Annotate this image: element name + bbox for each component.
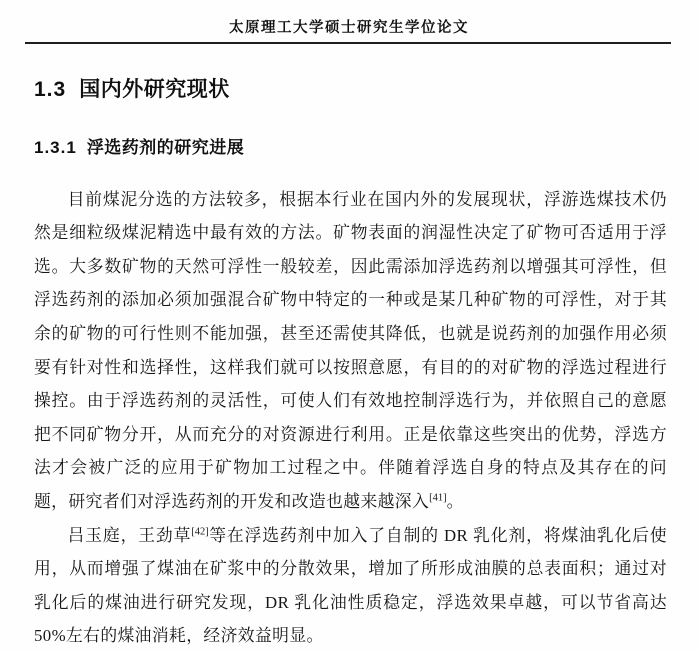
section-heading-title: 国内外研究现状 xyxy=(79,78,230,101)
page-header-title: 太原理工大学硕士研究生学位论文 xyxy=(229,20,469,36)
page-header xyxy=(0,0,698,37)
citation-ref: [42] xyxy=(191,525,209,537)
body-paragraph-2: 吕玉庭，王劲草[42]等在浮选药剂中加入了自制的 DR 乳化剂，将煤油乳化后使用，从而增强了煤油在矿浆中的分散效果，增加了所形成油膜的总表面积；通过对乳化后的煤油进行研究发现，DR 乳化油性质稳定，浮选效果卓越，可以节省高达 50%左右的煤油消耗，经济效益明显。 xyxy=(34,525,668,646)
section-heading-number: 1.3 xyxy=(34,78,67,101)
subsection-heading-title: 浮选药剂的研究进展 xyxy=(86,138,245,158)
header-divider xyxy=(25,42,671,44)
subsection-heading-number: 1.3.1 xyxy=(34,138,77,158)
subsection-heading xyxy=(34,138,667,158)
section-heading xyxy=(34,77,667,102)
page-content xyxy=(0,77,698,651)
citation-ref: [41] xyxy=(429,492,447,504)
body-paragraph-1: 目前煤泥分选的方法较多，根据本行业在国内外的发展现状，浮游选煤技术仍然是细粒级煤泥精选中最有效的方法。矿物表面的润湿性决定了矿物可否适用于浮选。大多数矿物的天然可浮性一般较差，因此需添加浮选药剂以增强其可浮性，但浮选药剂的添加必须加强混合矿物中特定的一种或是某几种矿物的可浮性，对于其余的矿物的可行性则不能加强，甚至还需使其降低，也就是说药剂的加强作用必须要有针对性和选择性，这样我们就可以按照意愿，有目的的对矿物的浮选过程进行操控。由于浮选药剂的灵活性，可使人们有效地控制浮选行为，并依照自己的意愿把不同矿物分开，从而充分的对资源进行利用。正是依靠这些突出的优势，浮选方法才会被广泛的应用于矿物加工过程之中。伴随着浮选自身的特点及其存在的问题，研究者们对浮选药剂的开发和改造也越来越深入[41]。 xyxy=(34,189,667,511)
